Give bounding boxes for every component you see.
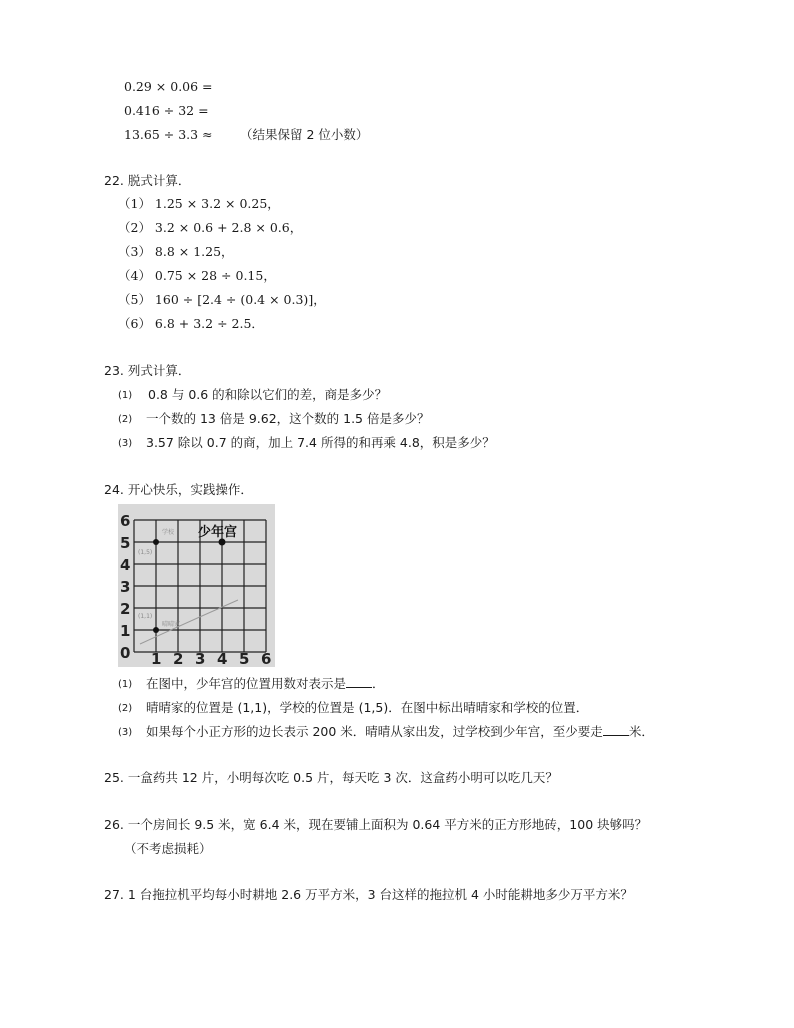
q25-text: 25. 一盒药共 12 片，小明每次吃 0.5 片，每天吃 3 次．这盒药小明可以吃几天？ bbox=[104, 770, 558, 785]
q24-item-3-number: (3) bbox=[118, 727, 133, 738]
school-faint-label: 学校 bbox=[162, 529, 175, 536]
q24-item-2-text: 晴晴家的位置是 (1,1)，学校的位置是 (1,5)．在图中标出晴晴家和学校的位置． bbox=[146, 700, 589, 715]
y-label-1: 1 bbox=[120, 622, 131, 640]
q23-item-1-number: (1) bbox=[118, 390, 133, 401]
calc-line-3: 13.65 ÷ 3.3 ≈ bbox=[124, 127, 213, 142]
x-label-2: 2 bbox=[173, 650, 184, 667]
q23-item-1-text: 0.8 与 0.6 的和除以它们的差，商是多少？ bbox=[148, 387, 388, 402]
q24-item-3-text bbox=[146, 723, 654, 741]
home-point bbox=[153, 627, 159, 633]
q22-item-5: （5） 160 ÷ [2.4 ÷ (0.4 × 0.3)]， bbox=[118, 292, 326, 307]
y-label-6: 6 bbox=[120, 512, 131, 530]
coordinate-grid-figure bbox=[118, 504, 275, 667]
q26-line-1: 26. 一个房间长 9.5 米，宽 6.4 米，现在要铺上面积为 0.64 平方米的正方形地砖，100 块够吗？ bbox=[104, 817, 648, 832]
calc-line-1: 0.29 × 0.06 = bbox=[124, 79, 213, 94]
home-coord-faint: (1,1) bbox=[138, 613, 153, 620]
youth-palace-label: 少年宫 bbox=[198, 525, 238, 540]
y-label-0: 0 bbox=[120, 644, 131, 662]
q24-item-3-after: 米． bbox=[628, 724, 654, 739]
x-label-1: 1 bbox=[151, 650, 162, 667]
q24-item-1-after: ． bbox=[372, 676, 385, 691]
q23-item-3-text: 3.57 除以 0.7 的商，加上 7.4 所得的和再乘 4.8，积是多少？ bbox=[146, 435, 495, 450]
q23-title: 23. 列式计算． bbox=[104, 363, 191, 378]
home-faint-label: 晴晴家 bbox=[162, 621, 181, 628]
q24-item-2-number: (2) bbox=[118, 703, 133, 714]
x-label-3: 3 bbox=[195, 650, 206, 667]
x-label-6: 6 bbox=[261, 650, 272, 667]
q22-item-1: （1） 1.25 × 3.2 × 0.25， bbox=[118, 196, 280, 211]
q22-item-4: （4） 0.75 × 28 ÷ 0.15， bbox=[118, 268, 276, 283]
q24-item-3-before: 如果每个小正方形的边长表示 200 米．晴晴从家出发，过学校到少年宫，至少要走 bbox=[146, 724, 603, 739]
y-label-3: 3 bbox=[120, 578, 131, 596]
x-label-4: 4 bbox=[217, 650, 228, 667]
x-label-5: 5 bbox=[239, 650, 250, 667]
q22-item-3: （3） 8.8 × 1.25， bbox=[118, 244, 234, 259]
school-point bbox=[153, 539, 159, 545]
q24-title: 24. 开心快乐，实践操作． bbox=[104, 482, 253, 497]
answer-blank-2[interactable] bbox=[603, 723, 629, 736]
q27-text: 27. 1 台拖拉机平均每小时耕地 2.6 万平方米，3 台这样的拖拉机 4 小时能耕地多少万平方米？ bbox=[104, 887, 633, 902]
q23-item-2-number: (2) bbox=[118, 414, 133, 425]
y-label-5: 5 bbox=[120, 534, 131, 552]
rounding-note: （结果保留 2 位小数） bbox=[240, 127, 369, 142]
q24-item-1-before: 在图中，少年宫的位置用数对表示是 bbox=[146, 676, 347, 691]
q22-title: 22. 脱式计算． bbox=[104, 173, 191, 188]
y-label-4: 4 bbox=[120, 556, 131, 574]
q22-item-2: （2） 3.2 × 0.6 + 2.8 × 0.6， bbox=[118, 220, 303, 235]
q26-line-2: （不考虑损耗） bbox=[124, 841, 212, 856]
q22-item-6: （6） 6.8 + 3.2 ÷ 2.5． bbox=[118, 316, 264, 331]
q24-item-1-text bbox=[146, 675, 385, 693]
school-coord-faint: (1,5) bbox=[138, 549, 153, 556]
q23-item-3-number: (3) bbox=[118, 438, 133, 449]
q23-item-2-text: 一个数的 13 倍是 9.62，这个数的 1.5 倍是多少？ bbox=[146, 411, 430, 426]
y-label-2: 2 bbox=[120, 600, 131, 618]
grid-svg bbox=[118, 504, 275, 667]
calc-line-2: 0.416 ÷ 32 = bbox=[124, 103, 209, 118]
q24-item-1-number: (1) bbox=[118, 679, 133, 690]
answer-blank-1[interactable] bbox=[346, 675, 372, 688]
